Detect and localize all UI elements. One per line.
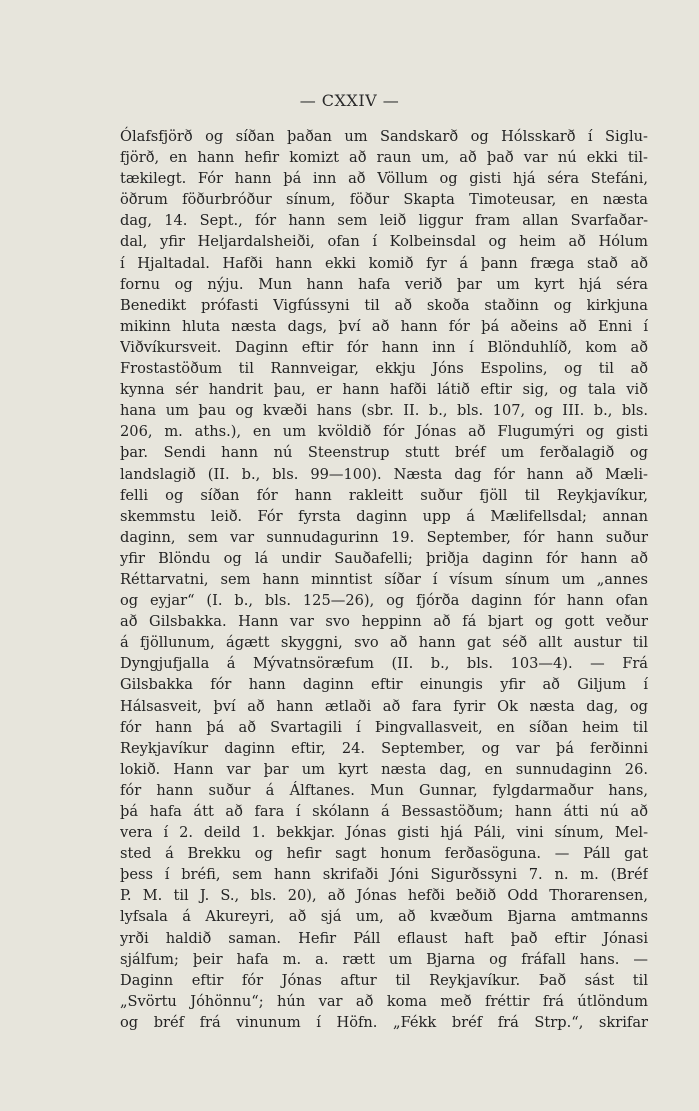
text-line: og bréf frá vinunum í Höfn. „Fékk bréf frá Strp.“, skrifar bbox=[120, 1013, 648, 1031]
text-line: fjörð, en hann hefir komizt að raun um, að það var nú ekki til- bbox=[120, 149, 648, 167]
text-line: yrði haldið saman. Hefir Páll eflaust haft það eftir Jónasi bbox=[120, 929, 648, 947]
page-header: — CXXIV — bbox=[299, 91, 400, 110]
text-line: vera í 2. deild 1. bekkjar. Jónas gisti hjá Páli, vini sínum, Mel- bbox=[120, 824, 648, 842]
text-line: mikinn hluta næsta dags, því að hann fór þá aðeins að Enni í bbox=[120, 317, 648, 335]
text-line: Ólafsfjörð og síðan þaðan um Sandskarð og Hólsskarð í Siglu- bbox=[120, 128, 648, 145]
text-line: Viðvíkursveit. Daginn eftir fór hann inn í Blönduhlíð, kom að bbox=[120, 338, 648, 356]
text-line: Hálsasveit, því að hann ætlaði að fara fyrir Ok næsta dag, og bbox=[120, 697, 648, 715]
text-line: þá hafa átt að fara í skólann á Bessastöðum; hann átti nú að bbox=[120, 803, 648, 820]
text-line: P. M. til J. S., bls. 20), að Jónas hefði beðið Odd Thorarensen, bbox=[120, 887, 648, 905]
text-line: fór hann suður á Álftanes. Mun Gunnar, fylgdarmaður hans, bbox=[120, 781, 648, 799]
text-line: felli og síðan fór hann rakleitt suður fjöll til Reykjavíkur, bbox=[120, 486, 648, 504]
text-line: landslagið (II. b., bls. 99—100). Næsta dag fór hann að Mæli- bbox=[120, 465, 648, 483]
text-line: Dyngjufjalla á Mývatnsöræfum (II. b., bls. 103—4). — Frá bbox=[120, 655, 648, 673]
text-line: þess í bréfi, sem hann skrifaði Jóni Sigurðssyni 7. n. m. (Bréf bbox=[120, 866, 648, 884]
text-line: 206, m. aths.), en um kvöldið fór Jónas að Flugumýri og gisti bbox=[120, 423, 648, 441]
text-line: á fjöllunum, ágætt skyggni, svo að hann gat séð allt austur til bbox=[120, 634, 648, 652]
text-line: og eyjar“ (I. b., bls. 125—26), og fjórða daginn fór hann ofan bbox=[120, 592, 648, 610]
body-text bbox=[120, 126, 648, 1033]
text-line: fór hann þá að Svartagili í Þingvallasveit, en síðan heim til bbox=[120, 718, 648, 736]
text-line: kynna sér handrit þau, er hann hafði látið eftir sig, og tala við bbox=[120, 381, 648, 399]
text-line: Reykjavíkur daginn eftir, 24. September, og var þá ferðinni bbox=[120, 739, 648, 757]
text-line: Benedikt prófasti Vigfússyni til að skoða staðinn og kirkjuna bbox=[120, 296, 648, 314]
text-line: hana um þau og kvæði hans (sbr. II. b., bls. 107, og III. b., bls. bbox=[120, 402, 648, 420]
text-line: þar. Sendi hann nú Steenstrup stutt bréf um ferðalagið og bbox=[120, 444, 648, 462]
text-line: lyfsala á Akureyri, að sjá um, að kvæðum Bjarna amtmanns bbox=[120, 908, 648, 926]
text-line: í Hjaltadal. Hafði hann ekki komið fyr á þann fræga stað að bbox=[120, 254, 648, 272]
text-line: daginn, sem var sunnudagurinn 19. September, fór hann suður bbox=[120, 528, 648, 546]
text-line: skemmstu leið. Fór fyrsta daginn upp á Mælifellsdal; annan bbox=[120, 507, 648, 525]
text-line: sted á Brekku og hefir sagt honum ferðasöguna. — Páll gat bbox=[120, 845, 648, 863]
text-line: tækilegt. Fór hann þá inn að Völlum og gisti hjá séra Stefáni, bbox=[120, 170, 648, 188]
text-line: Daginn eftir fór Jónas aftur til Reykjavíkur. Það sást til bbox=[120, 971, 648, 989]
text-line: „Svörtu Jóhönnu“; hún var að koma með fréttir frá útlöndum bbox=[120, 992, 648, 1010]
text-line: fornu og nýju. Mun hann hafa verið þar um kyrt hjá séra bbox=[120, 275, 648, 293]
text-line: dag, 14. Sept., fór hann sem leið liggur fram allan Svarfaðar- bbox=[120, 212, 648, 230]
text-line: yfir Blöndu og lá undir Sauðafelli; þriðja daginn fór hann að bbox=[120, 549, 648, 567]
text-line: sjálfum; þeir hafa m. a. rætt um Bjarna og fráfall hans. — bbox=[120, 950, 648, 968]
text-line: dal, yfir Heljardalsheiði, ofan í Kolbeinsdal og heim að Hólum bbox=[120, 233, 648, 251]
text-line: Réttarvatni, sem hann minntist síðar í vísum sínum um „annes bbox=[120, 570, 648, 588]
text-line: Gilsbakka fór hann daginn eftir einungis yfir að Giljum í bbox=[120, 676, 648, 694]
text-line: öðrum föðurbróður sínum, föður Skapta Timoteusar, en næsta bbox=[120, 191, 648, 209]
text-line: Frostastöðum til Rannveigar, ekkju Jóns Espolins, og til að bbox=[120, 360, 648, 378]
text-line: lokið. Hann var þar um kyrt næsta dag, en sunnudaginn 26. bbox=[120, 760, 648, 778]
text-line: að Gilsbakka. Hann var svo heppinn að fá bjart og gott veður bbox=[120, 613, 648, 631]
